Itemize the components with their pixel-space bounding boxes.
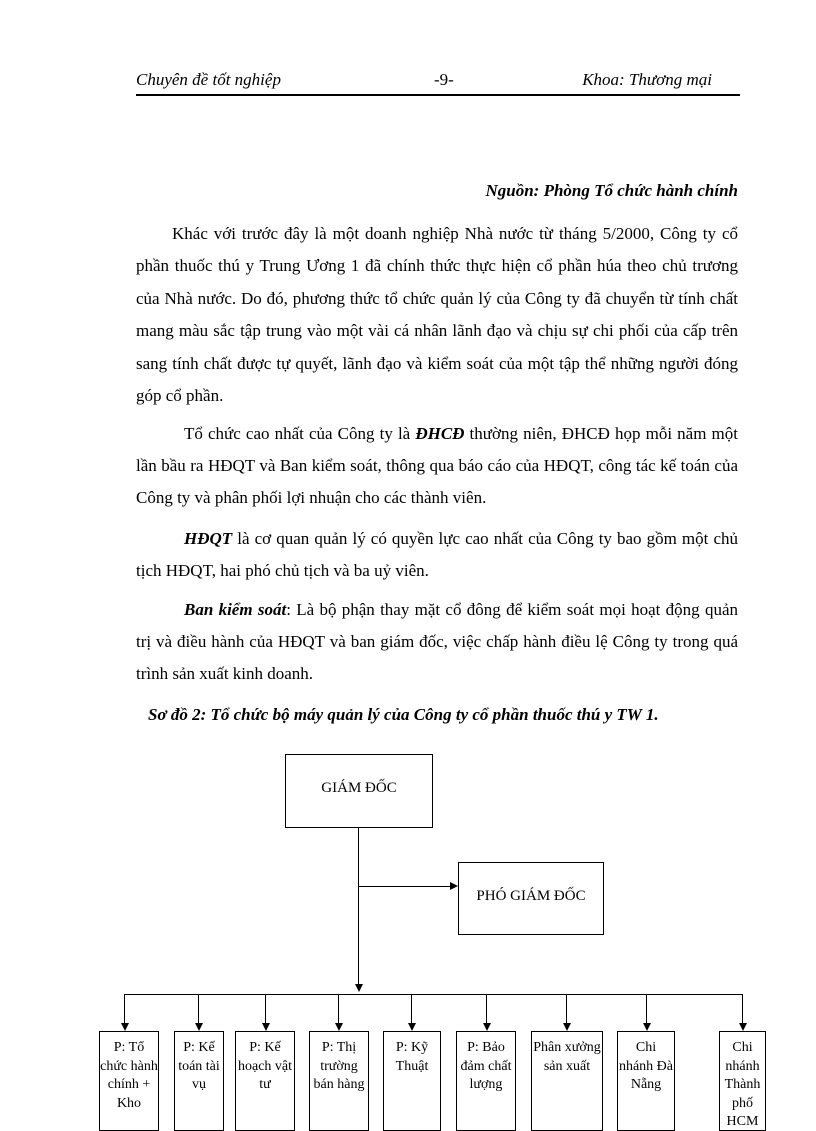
paragraph-2 [136, 418, 738, 514]
dept-drop-7 [566, 994, 567, 1023]
p4-term: Ban kiểm soát [184, 600, 287, 619]
dept-drop-9 [742, 994, 743, 1023]
dept-box-danang: Chi nhánh Đà Nẵng [617, 1031, 675, 1131]
paragraph-1: Khác với trước đây là một doanh nghiệp Nhà nước từ tháng 5/2000, Công ty cổ phần thuốc thú y Trung Ương 1 đã chính thức thực hiện cổ phần húa theo chủ trương của Nhà nước. Do đó, phương thức tổ chức quản lý của Công ty đã chuyển từ tính chất mang màu sắc tập trung vào một vài cá nhân lãnh đạo và chịu sự chi phối của cấp trên sang tính chất được tự quyết, lãnh đạo và kiểm soát của một tập thể những người đóng góp cổ phần. [136, 224, 738, 406]
dept-arrow-6 [483, 1023, 491, 1031]
dept-box-sales: P: Thị trường bán hàng [309, 1031, 369, 1131]
deputy-arrow [450, 882, 458, 890]
dept-arrow-7 [563, 1023, 571, 1031]
director-box: GIÁM ĐỐC [285, 754, 433, 828]
dept-arrow-8 [643, 1023, 651, 1031]
dept-box-admin: P: Tổ chức hành chính + Kho [99, 1031, 159, 1131]
dept-drop-5 [411, 994, 412, 1023]
header-right: Khoa: Thương mại [582, 70, 712, 89]
paragraph-4 [136, 594, 738, 690]
p3-text-after: là cơ quan quản lý có quyền lực cao nhất của Công ty bao gồm một chủ tịch HĐQT, hai phó chủ tịch và ba uỷ viên. [136, 529, 738, 580]
deputy-connector [358, 886, 450, 887]
dept-box-quality: P: Bảo đảm chất lượng [456, 1031, 516, 1131]
dept-arrow-2 [195, 1023, 203, 1031]
dept-arrow-1 [121, 1023, 129, 1031]
p2-text-before: Tổ chức cao nhất của Công ty là [184, 424, 416, 443]
dept-arrow-9 [739, 1023, 747, 1031]
dept-drop-2 [198, 994, 199, 1023]
dept-box-accounting: P: Kế toán tài vụ [174, 1031, 224, 1131]
p3-term: HĐQT [184, 529, 233, 548]
header-left: Chuyên đề tốt nghiệp [136, 70, 281, 89]
p2-term: ĐHCĐ [415, 424, 465, 443]
dept-bus-line [124, 994, 742, 995]
dept-drop-8 [646, 994, 647, 1023]
deputy-box: PHÓ GIÁM ĐỐC [458, 862, 604, 935]
dept-box-workshop: Phân xưởng sản xuất [531, 1031, 603, 1131]
dept-box-hcm: Chi nhánh Thành phố HCM [719, 1031, 766, 1131]
dept-drop-1 [124, 994, 125, 1023]
dept-arrow-3 [262, 1023, 270, 1031]
dept-drop-6 [486, 994, 487, 1023]
source-note: Nguồn: Phòng Tổ chức hành chính [485, 181, 738, 200]
diagram-caption: Sơ đồ 2: Tổ chức bộ máy quản lý của Công ty cổ phần thuốc thú y TW 1. [148, 705, 659, 724]
dept-arrow-4 [335, 1023, 343, 1031]
page-header [136, 70, 740, 96]
paragraph-3 [136, 523, 738, 587]
dept-arrow-5 [408, 1023, 416, 1031]
dept-drop-3 [265, 994, 266, 1023]
main-vertical-line [358, 828, 359, 984]
dept-drop-4 [338, 994, 339, 1023]
page-number: -9- [434, 70, 454, 89]
dept-box-technical: P: Kỹ Thuật [383, 1031, 441, 1131]
p2-text-after: thường niên, ĐHCĐ họp mỗi năm một lần bầu ra HĐQT và Ban kiểm soát, thông qua báo cáo của HĐQT, công tác kế toán của Công ty và phân phối lợi nhuận cho các thành viên. [136, 424, 738, 507]
dept-box-planning: P: Kế hoạch vật tư [235, 1031, 295, 1131]
p4-text-after: : Là bộ phận thay mặt cổ đông để kiểm soát mọi hoạt động quản trị và điều hành của HĐQT và ban giám đốc, việc chấp hành điều lệ Công ty trong quá trình sản xuất kinh doanh. [136, 600, 739, 683]
main-arrow [355, 984, 363, 992]
